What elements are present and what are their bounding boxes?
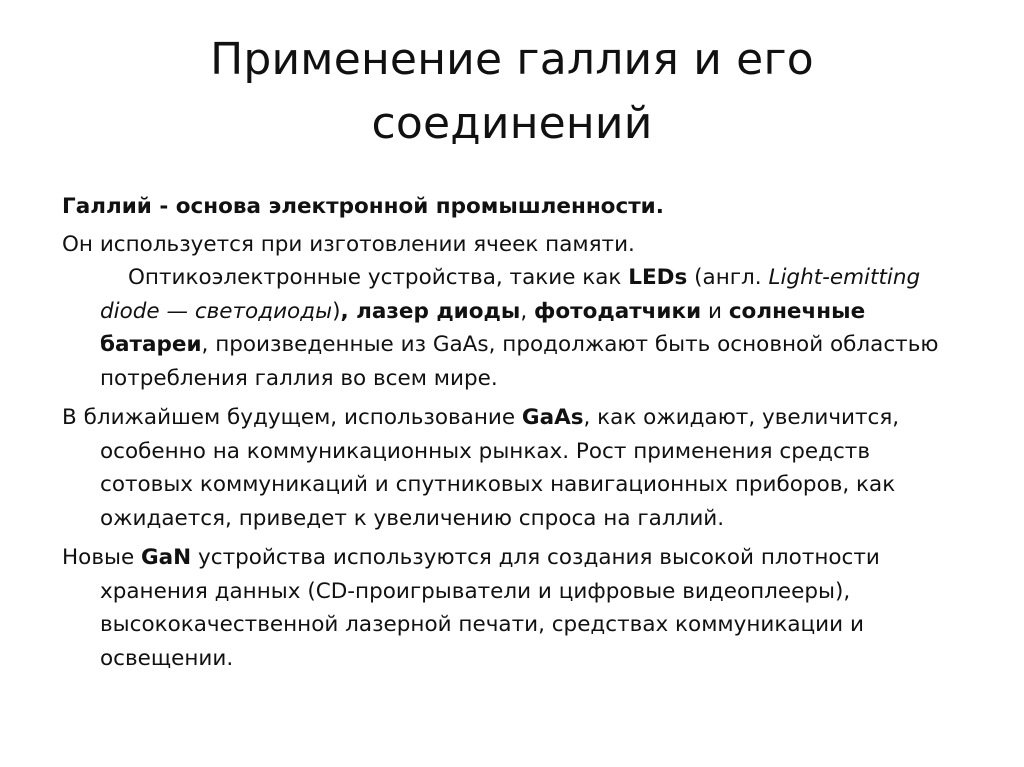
slide-body <box>62 190 962 681</box>
gaas-rest: , как ожидают, увеличится, особенно на коммуникационных рынках. Рост применения средств сотовых коммуникаций и спутниковых навигационных приборов, как ожидается, приведет к увеличению спроса на галлий. <box>100 405 900 531</box>
intro-bold-text: Галлий - основа электронной промышленности. <box>62 194 664 219</box>
gan-rest: устройства используются для создания высокой плотности хранения данных (CD-проигрыватели и цифровые видеоплееры), высококачественной лазерной печати, средствах коммуникации и освещении. <box>100 545 880 671</box>
gan-term: GaN <box>141 545 192 570</box>
paren-open: (англ. <box>687 265 769 290</box>
paragraph-memory <box>62 228 962 396</box>
gan-lead: Новые <box>62 545 142 570</box>
led-definition: Light-emitting diode — светодиоды <box>100 265 921 324</box>
optoelectronic-lead: Оптикоэлектронные устройства, такие как <box>128 265 629 290</box>
slide-title: Применение галлия и его соединений <box>210 34 814 149</box>
paren-close: ) <box>332 298 341 324</box>
gaas-lead: В ближайшем будущем, использование <box>62 405 522 430</box>
laser-diodes-term: лазер диоды <box>356 298 521 324</box>
optoelectronic-rest: , произведенные из GaAs, продолжают быть основной областью потребления галлия во всем мире. <box>100 332 939 391</box>
paragraph-intro <box>62 190 962 224</box>
gaas-term: GaAs <box>521 405 584 430</box>
leds-term: LEDs <box>628 265 688 290</box>
and-word: и <box>701 298 729 324</box>
memory-line: Он используется при изготовлении ячеек памяти. <box>62 231 635 257</box>
paragraph-gaas <box>62 401 962 535</box>
comma-sep-1: , <box>340 298 357 324</box>
solar-cells-term: солнечные батареи <box>100 298 866 357</box>
comma-sep-2: , <box>520 298 534 324</box>
photodetectors-term: фотодатчики <box>534 298 702 324</box>
paragraph-gan <box>62 541 962 675</box>
